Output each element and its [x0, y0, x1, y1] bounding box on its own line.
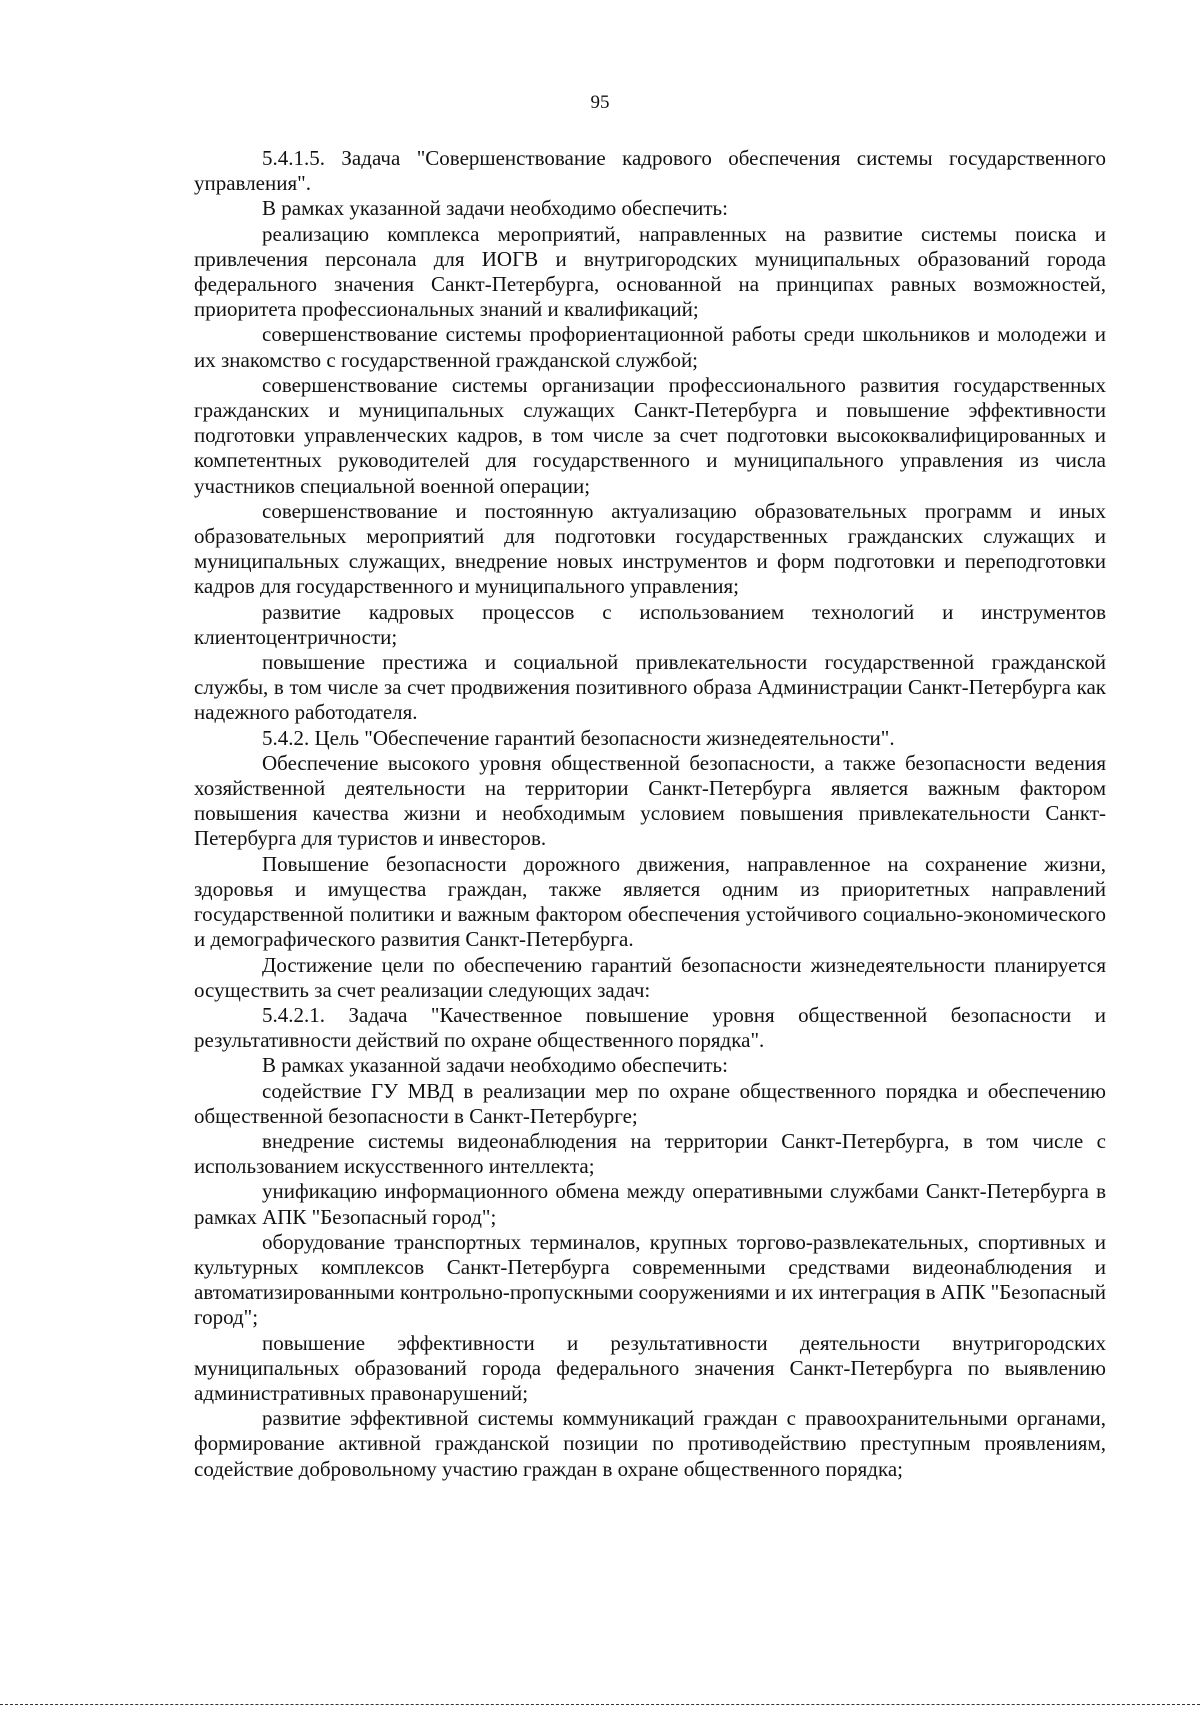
page-number: 95 [590, 92, 610, 113]
paragraph: внедрение системы видеонаблюдения на территории Санкт-Петербурга, в том числе с использованием искусственного интеллекта; [194, 1128, 1106, 1179]
paragraph: Обеспечение высокого уровня общественной безопасности, а также безопасности ведения хозяйственной деятельности на территории Санкт-Петербурга является важным фактором повышения качества жизни и необходимым условием повышения привлекательности Санкт-Петербурга для туристов и инвесторов. [194, 750, 1106, 851]
paragraph: В рамках указанной задачи необходимо обеспечить: [262, 196, 728, 221]
paragraph: совершенствование и постоянную актуализацию образовательных программ и иных образовательных мероприятий для подготовки государственных гражданских служащих и муниципальных служащих, внедрение новых инструментов и форм подготовки и переподготовки кадров для государственного и муниципального управления; [194, 498, 1106, 599]
paragraph: 5.4.2. Цель "Обеспечение гарантий безопасности жизнедеятельности". [262, 725, 895, 750]
paragraph: Повышение безопасности дорожного движения, направленное на сохранение жизни, здоровья и имущества граждан, также является одним из приоритетных направлений государственной политики и важным фактором обеспечения устойчивого социально-экономического и демографического развития Санкт-Петербурга. [194, 851, 1106, 952]
document-body [194, 146, 1106, 1482]
paragraph: 5.4.2.1. Задача "Качественное повышение уровня общественной безопасности и результативности действий по охране общественного порядка". [194, 1002, 1106, 1053]
paragraph: реализацию комплекса мероприятий, направленных на развитие системы поиска и привлечения персонала для ИОГВ и внутригородских муниципальных образований города федерального значения Санкт-Петербурга, основанной на принципах равных возможностей, приоритета профессиональных знаний и квалификаций; [194, 221, 1106, 322]
paragraph: повышение эффективности и результативности деятельности внутригородских муниципальных образований города федерального значения Санкт-Петербурга по выявлению административных правонарушений; [194, 1330, 1106, 1405]
paragraph: 5.4.1.5. Задача "Совершенствование кадрового обеспечения системы государственного управления". [194, 146, 1106, 196]
paragraph: унификацию информационного обмена между оперативными службами Санкт-Петербурга в рамках АПК "Безопасный город"; [194, 1179, 1106, 1229]
paragraph: развитие кадровых процессов с использованием технологий и инструментов клиентоцентричности; [194, 599, 1106, 649]
scan-bottom-edge [0, 1704, 1200, 1705]
paragraph: совершенствование системы организации профессионального развития государственных гражданских и муниципальных служащих Санкт-Петербурга и повышение эффективности подготовки управленческих кадров, в том числе за счет подготовки высококвалифицированных и компетентных руководителей для государственного и муниципального управления из числа участников специальной военной операции; [194, 372, 1106, 498]
paragraph: Достижение цели по обеспечению гарантий безопасности жизнедеятельности планируется осуществить за счет реализации следующих задач: [194, 952, 1106, 1002]
paragraph: совершенствование системы профориентационной работы среди школьников и молодежи и их знакомство с государственной гражданской службой; [194, 322, 1106, 372]
paragraph: В рамках указанной задачи необходимо обеспечить: [262, 1053, 728, 1078]
paragraph: развитие эффективной системы коммуникаций граждан с правоохранительными органами, формирование активной гражданской позиции по противодействию преступным проявлениям, содействие добровольному участию граждан в охране общественного порядка; [194, 1406, 1106, 1481]
paragraph: повышение престижа и социальной привлекательности государственной гражданской службы, в том числе за счет продвижения позитивного образа Администрации Санкт-Петербурга как надежного работодателя. [194, 650, 1106, 725]
paragraph: содействие ГУ МВД в реализации мер по охране общественного порядка и обеспечению общественной безопасности в Санкт-Петербурге; [194, 1078, 1106, 1128]
paragraph: оборудование транспортных терминалов, крупных торгово-развлекательных, спортивных и культурных комплексов Санкт-Петербурга современными средствами видеонаблюдения и автоматизированными контрольно-пропускными сооружениями и их интеграция в АПК "Безопасный город"; [194, 1229, 1106, 1330]
